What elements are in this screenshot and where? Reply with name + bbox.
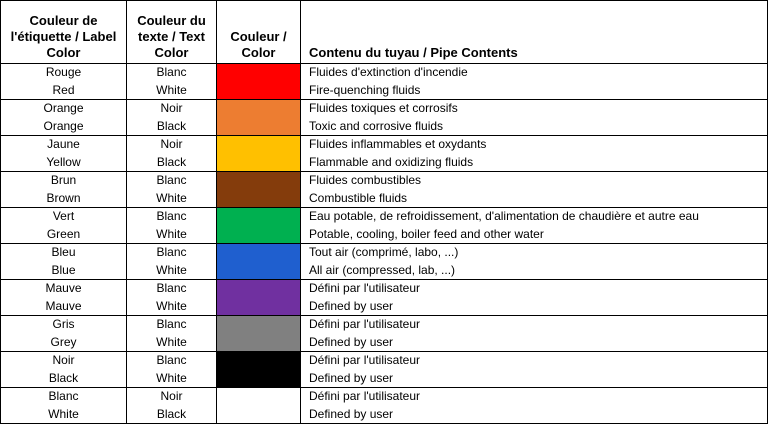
color-swatch-cell: [217, 316, 301, 352]
text-color-fr: Blanc: [156, 245, 187, 259]
color-swatch: [217, 280, 300, 315]
text-color-en: Black: [156, 154, 187, 169]
pipe-contents-en: Defined by user: [309, 334, 394, 349]
pipe-contents-header: Contenu du tuyau / Pipe Contents: [301, 1, 768, 64]
pipe-contents-cell: [301, 136, 768, 172]
label-color-en: Grey: [50, 334, 77, 349]
text-color-en: Black: [156, 118, 187, 133]
label-color-en: Red: [52, 82, 75, 97]
table-row: [1, 244, 768, 280]
pipe-contents-en: Fire-quenching fluids: [309, 82, 421, 97]
pipe-contents-fr: Défini par l'utilisateur: [309, 389, 421, 403]
label-color-fr: Rouge: [45, 65, 82, 79]
label-color-cell: [1, 136, 127, 172]
color-swatch: [217, 316, 300, 351]
text-color-fr: Blanc: [156, 209, 187, 223]
label-color-fr: Mauve: [45, 281, 82, 295]
label-color-en: Mauve: [45, 298, 82, 313]
text-color-cell: [127, 244, 217, 280]
pipe-contents-fr: Fluides toxiques et corrosifs: [309, 101, 458, 115]
pipe-contents-en: All air (compressed, lab, ...): [309, 262, 456, 277]
color-swatch-cell: [217, 136, 301, 172]
table-row: [1, 316, 768, 352]
pipe-contents-en: Defined by user: [309, 370, 394, 385]
pipe-contents-en: Defined by user: [309, 298, 394, 313]
text-color-cell: [127, 280, 217, 316]
label-color-cell: [1, 352, 127, 388]
pipe-contents-en: Flammable and oxidizing fluids: [309, 154, 474, 169]
label-color-cell: [1, 64, 127, 100]
table-row: [1, 136, 768, 172]
text-color-cell: [127, 352, 217, 388]
pipe-contents-en: Toxic and corrosive fluids: [309, 118, 444, 133]
table-row: [1, 208, 768, 244]
pipe-contents-cell: [301, 352, 768, 388]
label-color-fr: Blanc: [48, 389, 79, 403]
pipe-contents-fr: Tout air (comprimé, labo, ...): [309, 245, 459, 259]
pipe-contents-fr: Défini par l'utilisateur: [309, 317, 421, 331]
text-color-header: Couleur du texte / Text Color: [127, 1, 217, 64]
label-color-cell: [1, 208, 127, 244]
pipe-contents-fr: Eau potable, de refroidissement, d'alimentation de chaudière et autre eau: [309, 209, 699, 223]
label-color-fr: Vert: [52, 209, 75, 223]
label-color-fr: Gris: [52, 317, 75, 331]
label-color-en: Orange: [43, 118, 84, 133]
label-color-cell: [1, 316, 127, 352]
text-color-en: White: [156, 190, 187, 205]
text-color-en: White: [156, 262, 187, 277]
label-color-cell: [1, 280, 127, 316]
text-color-en: Black: [156, 406, 187, 421]
color-swatch: [217, 244, 300, 279]
label-color-cell: [1, 388, 127, 424]
text-color-fr: Noir: [160, 389, 183, 403]
color-swatch: [217, 172, 300, 207]
pipe-contents-cell: [301, 388, 768, 424]
text-color-cell: [127, 136, 217, 172]
pipe-contents-cell: [301, 172, 768, 208]
pipe-contents-fr: Fluides d'extinction d'incendie: [309, 65, 468, 79]
text-color-en: White: [156, 370, 187, 385]
table-row: [1, 100, 768, 136]
pipe-contents-cell: [301, 244, 768, 280]
label-color-fr: Noir: [52, 353, 75, 367]
color-swatch-cell: [217, 244, 301, 280]
text-color-fr: Blanc: [156, 353, 187, 367]
pipe-contents-en: Potable, cooling, boiler feed and other water: [309, 226, 544, 241]
pipe-contents-en: Combustible fluids: [309, 190, 408, 205]
text-color-fr: Noir: [160, 101, 183, 115]
table-row: [1, 388, 768, 424]
text-color-cell: [127, 172, 217, 208]
table-row: [1, 64, 768, 100]
text-color-en: White: [156, 298, 187, 313]
label-color-en: Green: [46, 226, 81, 241]
color-swatch-cell: [217, 208, 301, 244]
text-color-fr: Noir: [160, 137, 183, 151]
pipe-contents-fr: Fluides combustibles: [309, 173, 422, 187]
color-swatch-cell: [217, 280, 301, 316]
text-color-cell: [127, 316, 217, 352]
pipe-contents-en: Defined by user: [309, 406, 394, 421]
color-swatch: [217, 352, 300, 387]
label-color-fr: Bleu: [51, 245, 76, 259]
pipe-contents-fr: Défini par l'utilisateur: [309, 281, 421, 295]
label-color-en: Black: [48, 370, 79, 385]
color-swatch: [217, 100, 300, 135]
table-row: [1, 280, 768, 316]
text-color-cell: [127, 388, 217, 424]
text-color-en: White: [156, 82, 187, 97]
pipe-contents-cell: [301, 208, 768, 244]
text-color-en: White: [156, 226, 187, 241]
label-color-fr: Brun: [50, 173, 77, 187]
label-color-cell: [1, 100, 127, 136]
table-row: [1, 352, 768, 388]
label-color-cell: [1, 244, 127, 280]
table-body: [1, 64, 768, 424]
text-color-cell: [127, 64, 217, 100]
label-color-en: White: [48, 406, 79, 421]
color-swatch: [217, 388, 300, 423]
header-row: [1, 1, 768, 64]
pipe-contents-cell: [301, 316, 768, 352]
table-row: [1, 172, 768, 208]
label-color-fr: Jaune: [47, 137, 80, 151]
color-swatch: [217, 64, 300, 99]
color-swatch-cell: [217, 64, 301, 100]
color-swatch: [217, 208, 300, 243]
label-color-header: Couleur de l'étiquette / Label Color: [1, 1, 127, 64]
label-color-en: Yellow: [46, 154, 81, 169]
label-color-fr: Orange: [43, 101, 84, 115]
text-color-fr: Blanc: [156, 281, 187, 295]
text-color-fr: Blanc: [156, 65, 187, 79]
color-swatch-cell: [217, 388, 301, 424]
color-swatch: [217, 136, 300, 171]
text-color-fr: Blanc: [156, 173, 187, 187]
text-color-fr: Blanc: [156, 317, 187, 331]
pipe-contents-cell: [301, 280, 768, 316]
color-swatch-cell: [217, 100, 301, 136]
text-color-cell: [127, 100, 217, 136]
pipe-contents-cell: [301, 100, 768, 136]
pipe-contents-fr: Défini par l'utilisateur: [309, 353, 421, 367]
label-color-cell: [1, 172, 127, 208]
color-header: Couleur / Color: [217, 1, 301, 64]
text-color-en: White: [156, 334, 187, 349]
color-swatch-cell: [217, 352, 301, 388]
pipe-contents-fr: Fluides inflammables et oxydants: [309, 137, 487, 151]
text-color-cell: [127, 208, 217, 244]
color-swatch-cell: [217, 172, 301, 208]
label-color-en: Blue: [51, 262, 76, 277]
label-color-en: Brown: [46, 190, 81, 205]
pipe-contents-cell: [301, 64, 768, 100]
